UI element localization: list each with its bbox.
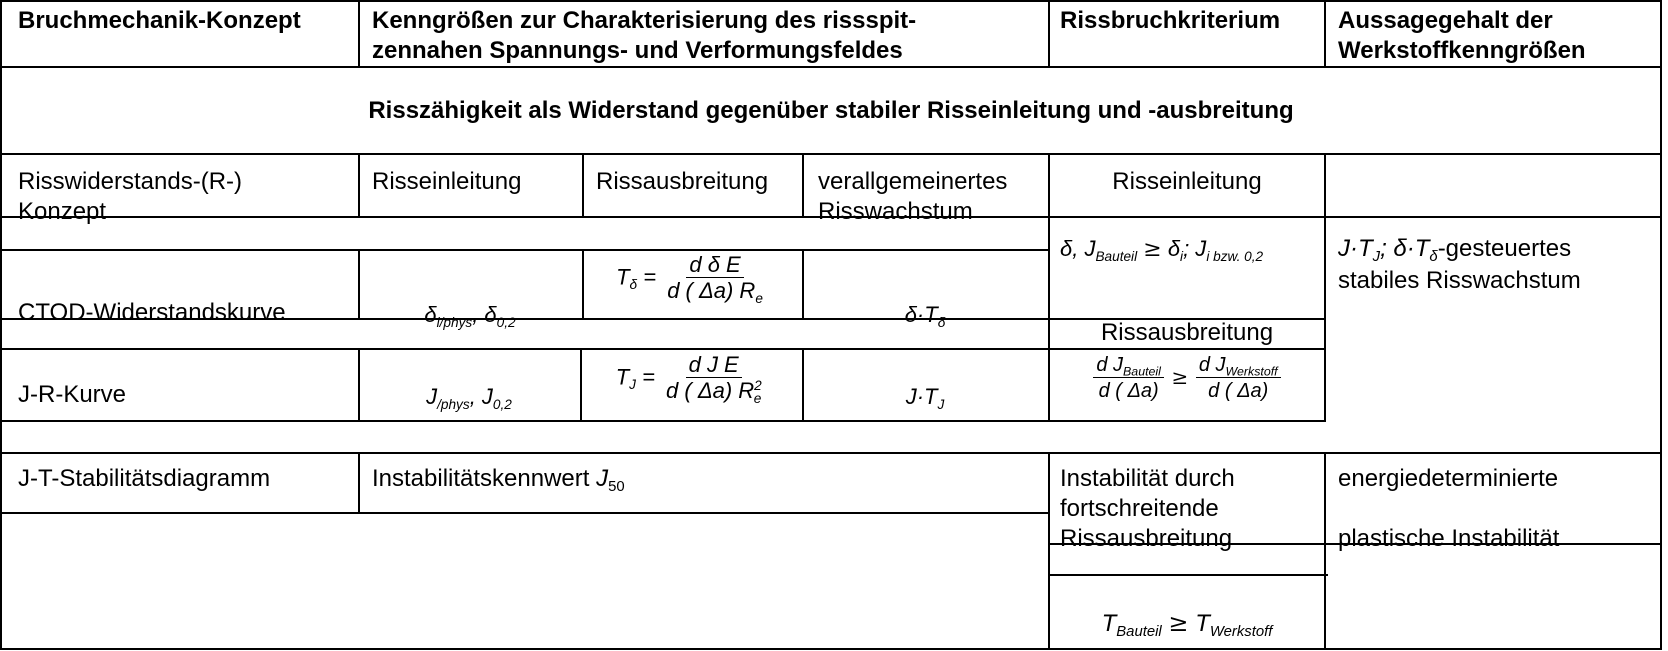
- subheader-verallg-line2: Risswachstum: [818, 198, 973, 225]
- statement-controlled-growth-line2: stabiles Risswachstum: [1338, 267, 1581, 294]
- criterion-instability-line1: Instabilität durch: [1060, 465, 1235, 492]
- header-criterion: Rissbruchkriterium: [1060, 7, 1281, 34]
- subheader-concept-line1: Risswiderstands-(R-): [18, 168, 243, 195]
- subheader-rissausbreitung: Rissausbreitung: [596, 168, 769, 195]
- ctod-tearing-modulus: $T_\delta$ = $\frac{\text{d δ E}}{d ( \Delta a) R_e}$: [582, 253, 802, 304]
- subheader-risseinleitung: Risseinleitung: [372, 168, 522, 195]
- rule-col3-sub: [802, 153, 804, 217]
- jt-instability-value: Instabilitätskennwert $J_{50}$: [372, 465, 625, 496]
- header-parameters-line2: zennahen Spannungs- und Verformungsfeldes: [372, 37, 903, 64]
- rule-col5-top: [1324, 0, 1326, 67]
- statement-jtj: $J\cdot T_J$; $\delta\cdot T_\delta$: [1338, 235, 1438, 266]
- statement-controlled-growth-line1: $J\cdot T_J$; $\delta\cdot T_\delta$-gesteuertes: [1338, 235, 1572, 266]
- rule-row-f: [0, 512, 1048, 514]
- rule-col4-top: [1048, 0, 1050, 67]
- rule-row-e: [0, 452, 1662, 454]
- criterion-instability-line2: fortschreitende: [1060, 495, 1219, 522]
- jr-label: J-R-Kurve: [18, 381, 127, 408]
- rule-row-d: [0, 420, 1326, 422]
- criterion-instability-line3: Rissausbreitung: [1060, 525, 1233, 552]
- criterion-tearing-inequality: $T_{Bauteil} \ge T_{Werkstoff}$: [1101, 609, 1273, 641]
- subheader-concept-line2: Konzept: [18, 198, 107, 225]
- header-statement-line2: Werkstoffkenngrößen: [1338, 37, 1586, 64]
- rule-bottom: [0, 648, 1662, 650]
- jr-tearing-modulus: $T_J$ = $\frac{\text{d J E}}{d ( \Delta a) R^2_e}$: [580, 353, 802, 404]
- rule-row-c: [0, 348, 1326, 350]
- statement-energy-line2: plastische Instabilität: [1338, 525, 1560, 552]
- statement-energy-line1: energiedeterminierte: [1338, 465, 1559, 492]
- header-parameters-line1: Kenngrößen zur Charakterisierung des rissspit-: [372, 7, 917, 34]
- ctod-fraction: $\frac{\text{d δ E}}{d ( \Delta a) R_e}$: [667, 252, 763, 306]
- header-statement-line1: Aussagegehalt der: [1338, 7, 1553, 34]
- rule-col1-mid: [358, 153, 360, 217]
- header-concept: Bruchmechanik-Konzept: [18, 7, 301, 34]
- rule-section-bottom: [0, 153, 1662, 155]
- subheader-criterion-risseinleitung: Risseinleitung: [1112, 168, 1262, 195]
- rule-row-a: [0, 249, 1048, 251]
- rule-col1-jt: [358, 452, 360, 513]
- criterion-initiation: δ, $J_{Bauteil} \ge \delta_i$; $J_{i bzw. 0,2}$: [1060, 236, 1264, 264]
- rule-row-h: [1048, 574, 1328, 576]
- jt-label: J-T-Stabilitätsdiagramm: [18, 465, 271, 492]
- subheader-verallg-line1: verallgemeinertes: [818, 168, 1008, 195]
- criterion-growth-inequality: $\frac{d J_{Bauteil}}{d ( \Delta a)}$ ≥ $\frac{d J_{Werkstoff}}{d ( \Delta a)}$: [1048, 353, 1326, 404]
- ctod-generalized-growth: $\delta\cdot T_\delta$: [904, 302, 946, 330]
- rule-col2-sub: [582, 153, 584, 217]
- rule-header-bottom: [0, 66, 1662, 68]
- section-title: Risszähigkeit als Widerstand gegenüber stabiler Risseinleitung und -ausbreitung: [368, 97, 1294, 124]
- ctod-label: CTOD-Widerstandskurve: [18, 299, 286, 326]
- jr-fraction: $\frac{\text{d J E}}{d ( \Delta a) R^2_e}$: [666, 352, 762, 406]
- criterion-rissausbreitung-label: Rissausbreitung: [1100, 319, 1274, 346]
- jr-initiation-values: $J_{/phys}$, $J_{0,2}$: [426, 384, 512, 412]
- jr-generalized-growth: $J\cdot T_J$: [905, 384, 945, 412]
- ctod-initiation-values: $\delta_{i/phys}$, $\delta_{0,2}$: [424, 302, 516, 330]
- rule-col1-top: [358, 0, 360, 67]
- rule-top: [0, 0, 1662, 2]
